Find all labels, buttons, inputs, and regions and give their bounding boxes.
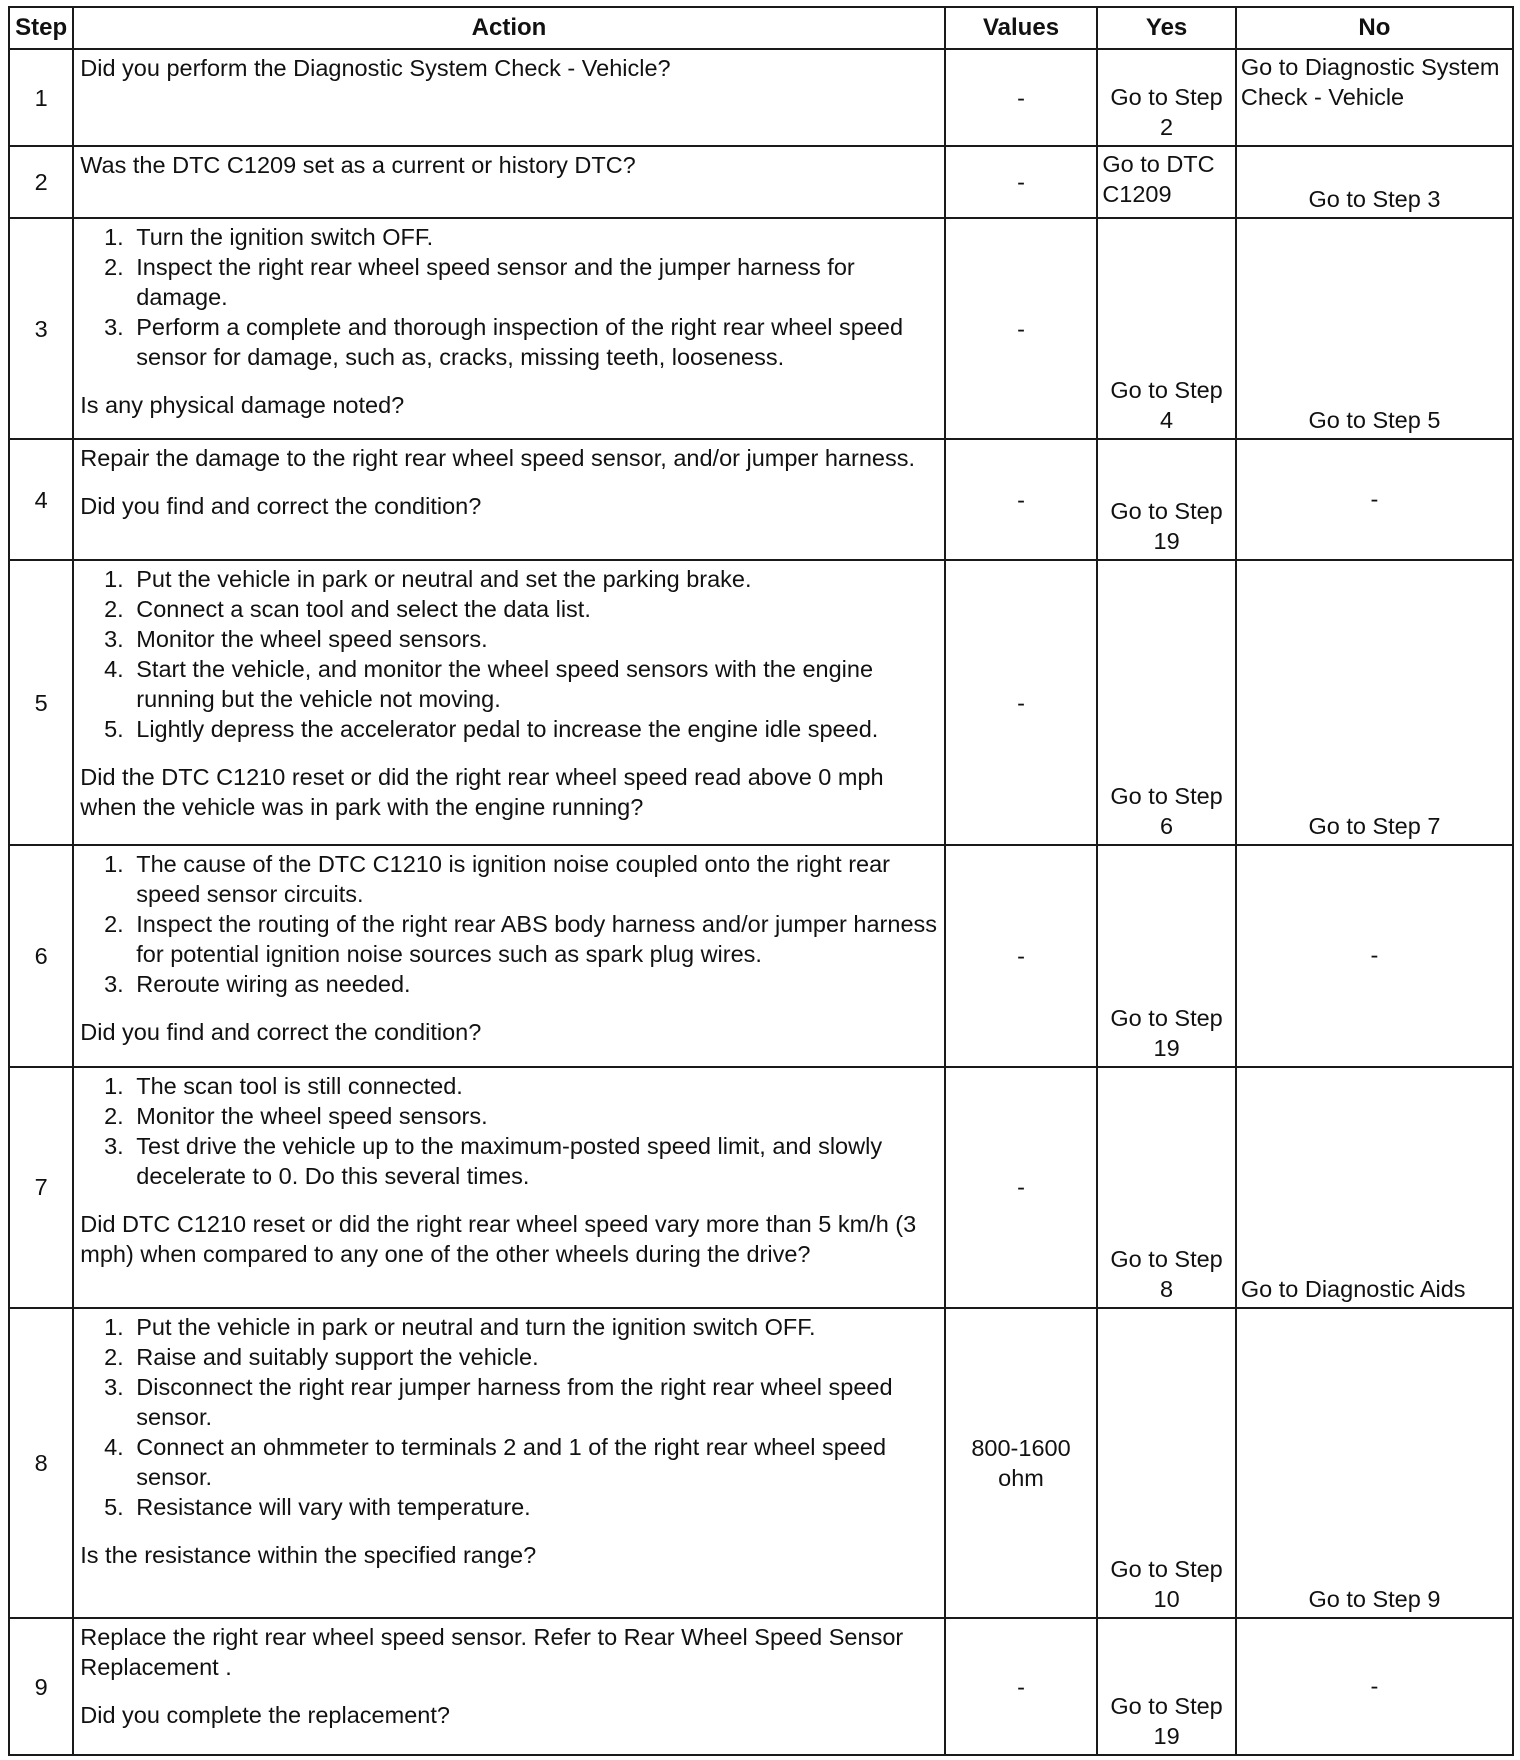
diagnostic-table — [8, 6, 1514, 1756]
list-item: 3. Disconnect the right rear jumper harness from the right rear wheel speed sensor. — [130, 1372, 937, 1432]
action-question: Did you complete the replacement? — [80, 1702, 450, 1729]
step-number: 6 — [9, 845, 73, 1066]
list-item: 3. Monitor the wheel speed sensors. — [130, 624, 937, 654]
values-cell: - — [945, 146, 1098, 218]
table-row — [9, 1308, 1513, 1618]
header-step: Step — [9, 7, 73, 49]
no-cell: Go to Diagnostic Aids — [1236, 1067, 1513, 1309]
list-item: 1. The scan tool is still connected. — [130, 1071, 937, 1101]
list-item: 3. Perform a complete and thorough inspection of the right rear wheel speed sensor for damage, such as, cracks, missing teeth, looseness. — [130, 312, 937, 372]
step-number: 4 — [9, 439, 73, 560]
table-row — [9, 845, 1513, 1066]
list-item: 3. Reroute wiring as needed. — [130, 969, 937, 999]
action-text: Repair the damage to the right rear wheel speed sensor, and/or jumper harness. — [80, 445, 915, 472]
action-list — [80, 222, 937, 372]
values-cell: - — [945, 218, 1098, 439]
yes-cell: Go to Step 8 — [1097, 1067, 1236, 1309]
action-cell — [73, 560, 944, 845]
action-question: Did DTC C1210 reset or did the right rear wheel speed vary more than 5 km/h (3 mph) when compared to any one of the other wheels during the drive? — [80, 1210, 917, 1267]
action-question: Did the DTC C1210 reset or did the right rear wheel speed read above 0 mph when the vehicle was in park with the engine running? — [80, 763, 884, 820]
action-cell — [73, 1067, 944, 1309]
no-cell: Go to Step 7 — [1236, 560, 1513, 845]
table-row — [9, 1067, 1513, 1309]
list-item: 2. Connect a scan tool and select the data list. — [130, 594, 937, 624]
action-cell — [73, 146, 944, 218]
action-cell — [73, 439, 944, 560]
header-values: Values — [945, 7, 1098, 49]
values-cell: - — [945, 845, 1098, 1066]
list-item: 5. Resistance will vary with temperature. — [130, 1492, 937, 1522]
action-text: Did you perform the Diagnostic System Check - Vehicle? — [80, 55, 671, 81]
step-number: 2 — [9, 146, 73, 218]
action-question: Did you find and correct the condition? — [80, 1019, 482, 1046]
action-cell — [73, 218, 944, 439]
no-cell: Go to Step 3 — [1236, 146, 1513, 218]
values-cell: - — [945, 1618, 1098, 1755]
action-text: Replace the right rear wheel speed sensor. Refer to Rear Wheel Speed Sensor Replacement . — [80, 1624, 904, 1681]
no-cell: Go to Diagnostic System Check - Vehicle — [1236, 49, 1513, 146]
values-cell: - — [945, 560, 1098, 845]
table-row — [9, 49, 1513, 146]
yes-cell: Go to Step 2 — [1097, 49, 1236, 146]
list-item: 2. Monitor the wheel speed sensors. — [130, 1101, 937, 1131]
table-row — [9, 439, 1513, 560]
table-row — [9, 218, 1513, 439]
header-row — [9, 7, 1513, 49]
no-cell: - — [1236, 845, 1513, 1066]
table-row — [9, 146, 1513, 218]
list-item: 1. Put the vehicle in park or neutral and set the parking brake. — [130, 564, 937, 594]
table-row — [9, 560, 1513, 845]
step-number: 1 — [9, 49, 73, 146]
action-text: Was the DTC C1209 set as a current or history DTC? — [80, 152, 636, 179]
action-list — [80, 849, 937, 999]
header-action: Action — [73, 7, 944, 49]
list-item: 3. Test drive the vehicle up to the maximum-posted speed limit, and slowly decelerate to 0. Do this several times. — [130, 1131, 937, 1191]
list-item: 2. Raise and suitably support the vehicle. — [130, 1342, 937, 1372]
yes-cell: Go to DTC C1209 — [1097, 146, 1236, 218]
action-question: Is the resistance within the specified range? — [80, 1542, 537, 1569]
action-list — [80, 564, 937, 744]
list-item: 1. Turn the ignition switch OFF. — [130, 222, 937, 252]
no-cell: Go to Step 5 — [1236, 218, 1513, 439]
list-item: 2. Inspect the right rear wheel speed sensor and the jumper harness for damage. — [130, 252, 937, 312]
yes-cell: Go to Step 19 — [1097, 439, 1236, 560]
header-yes: Yes — [1097, 7, 1236, 49]
values-cell: - — [945, 1067, 1098, 1309]
values-cell: - — [945, 49, 1098, 146]
action-cell — [73, 1618, 944, 1755]
yes-cell: Go to Step 6 — [1097, 560, 1236, 845]
list-item: 1. The cause of the DTC C1210 is ignition noise coupled onto the right rear speed sensor circuits. — [130, 849, 937, 909]
action-cell — [73, 845, 944, 1066]
header-no: No — [1236, 7, 1513, 49]
action-question: Did you find and correct the condition? — [80, 493, 482, 520]
action-cell — [73, 49, 944, 146]
yes-cell: Go to Step 19 — [1097, 1618, 1236, 1755]
no-cell: - — [1236, 439, 1513, 560]
values-cell: 800-1600 ohm — [945, 1308, 1098, 1618]
yes-cell: Go to Step 4 — [1097, 218, 1236, 439]
list-item: 4. Connect an ohmmeter to terminals 2 and 1 of the right rear wheel speed sensor. — [130, 1432, 937, 1492]
step-number: 8 — [9, 1308, 73, 1618]
values-cell: - — [945, 439, 1098, 560]
no-cell: Go to Step 9 — [1236, 1308, 1513, 1618]
step-number: 9 — [9, 1618, 73, 1755]
list-item: 1. Put the vehicle in park or neutral and turn the ignition switch OFF. — [130, 1312, 937, 1342]
action-list — [80, 1071, 937, 1191]
action-question: Is any physical damage noted? — [80, 391, 405, 418]
list-item: 4. Start the vehicle, and monitor the wheel speed sensors with the engine running but the vehicle not moving. — [130, 654, 937, 714]
list-item: 2. Inspect the routing of the right rear ABS body harness and/or jumper harness for potential ignition noise sources such as spark plug wires. — [130, 909, 937, 969]
step-number: 5 — [9, 560, 73, 845]
yes-cell: Go to Step 10 — [1097, 1308, 1236, 1618]
action-list — [80, 1312, 937, 1522]
no-cell: - — [1236, 1618, 1513, 1755]
action-cell — [73, 1308, 944, 1618]
table-row — [9, 1618, 1513, 1755]
step-number: 7 — [9, 1067, 73, 1309]
yes-cell: Go to Step 19 — [1097, 845, 1236, 1066]
step-number: 3 — [9, 218, 73, 439]
list-item: 5. Lightly depress the accelerator pedal to increase the engine idle speed. — [130, 714, 937, 744]
